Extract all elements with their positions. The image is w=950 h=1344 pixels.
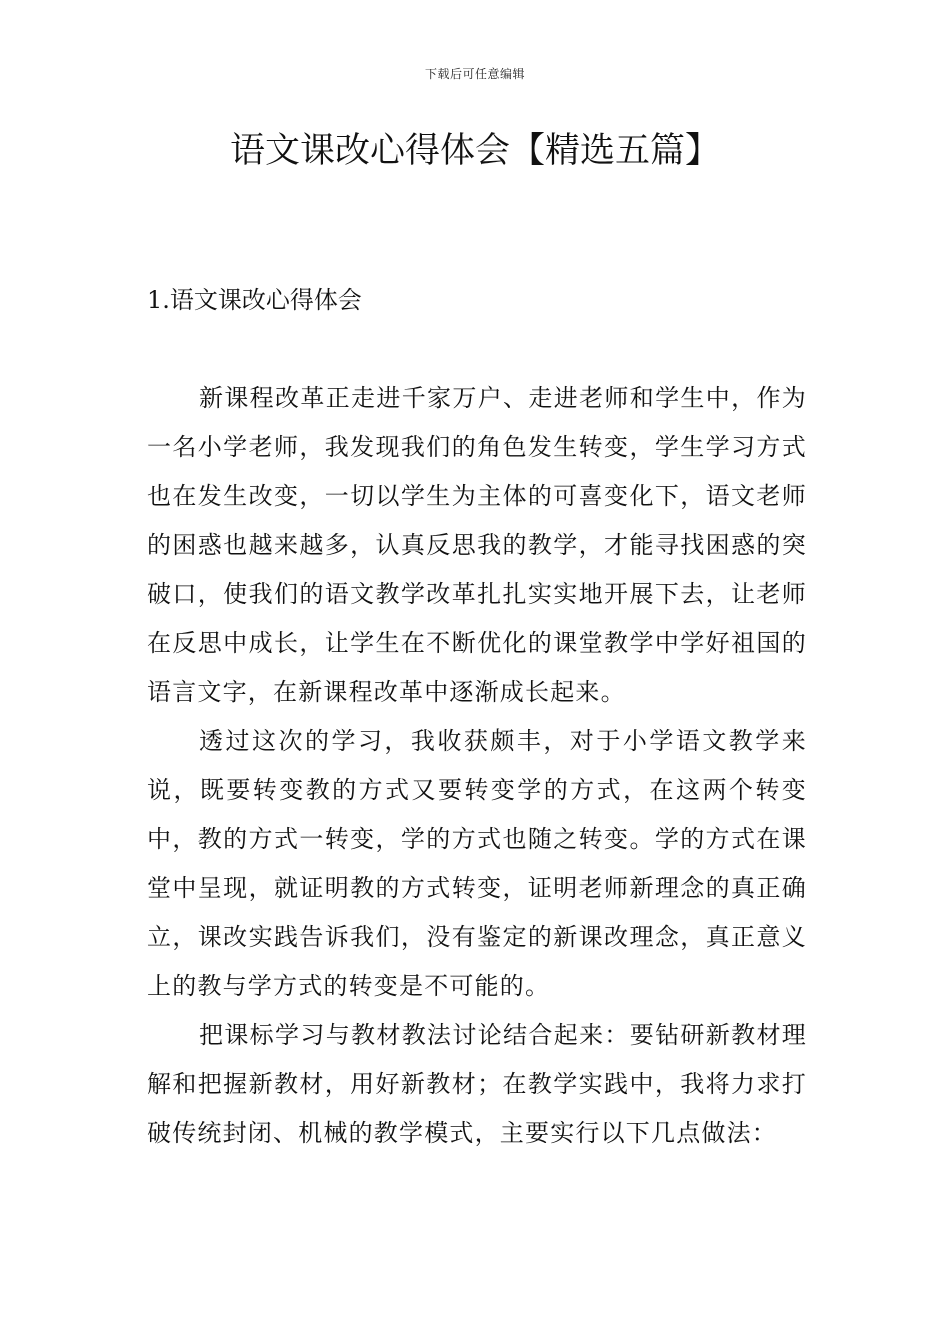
paragraph-3: 把课标学习与教材教法讨论结合起来：要钻研新教材理解和把握新教材，用好新教材；在教学实践中，我将力求打破传统封闭、机械的教学模式，主要实行以下几点做法： — [147, 1021, 807, 1147]
body-text — [147, 374, 807, 1158]
section-heading: 1.语文课改心得体会 — [147, 286, 362, 314]
paragraph-1: 新课程改革正走进千家万户、走进老师和学生中，作为一名小学老师，我发现我们的角色发生转变，学生学习方式也在发生改变，一切以学生为主体的可喜变化下，语文老师的困惑也越来越多，认真反思我的教学，才能寻找困惑的突破口，使我们的语文教学改革扎扎实实地开展下去，让老师在反思中成长，让学生在不断优化的课堂教学中学好祖国的语言文字，在新课程改革中逐渐成长起来。 — [147, 384, 807, 706]
header-note: 下载后可任意编辑 — [424, 67, 525, 81]
paragraph-2: 透过这次的学习，我收获颇丰，对于小学语文教学来说，既要转变教的方式又要转变学的方式，在这两个转变中，教的方式一转变，学的方式也随之转变。学的方式在课堂中呈现，就证明教的方式转变，证明老师新理念的真正确立，课改实践告诉我们，没有鉴定的新课改理念，真正意义上的教与学方式的转变是不可能的。 — [147, 727, 807, 1000]
document-title: 语文课改心得体会【精选五篇】 — [229, 131, 720, 171]
